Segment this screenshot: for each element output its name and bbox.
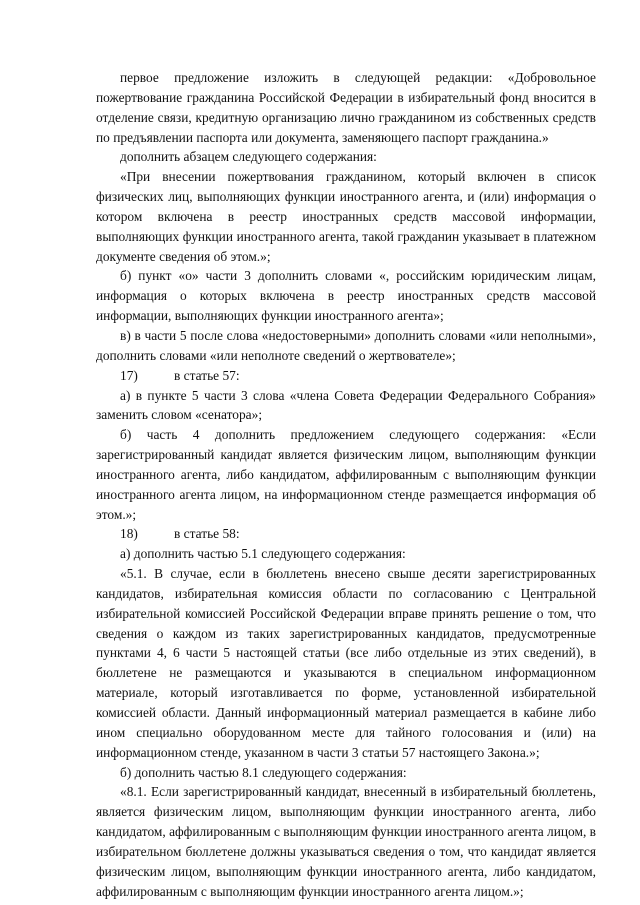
- item-text-article-57: в статье 57:: [174, 367, 240, 383]
- item-number-18: 18): [120, 526, 138, 542]
- paragraph-donation-first-sentence: первое предложение изложить в следующей редакции: «Добровольное пожертвование гражданина Российской Федерации в избирательный фонд вносится в отделение связи, кредитную организацию лично гражданином из собственных средств по предъявлении паспорта или документа, заменяющего паспорт гражданина.»: [96, 70, 596, 145]
- list-item-18: [96, 524, 596, 544]
- paragraph-item-b-part-4: б) часть 4 дополнить предложением следующего содержания: «Если зарегистрированный кандидат является физическим лицом, выполняющим функции иностранного агента, либо кандидатом, аффилированным с выполняющим функции иностранного агента лицом, на информационном стенде размещается информация об этом.»;: [96, 427, 596, 522]
- paragraph-item-v-part-5: в) в части 5 после слова «недостоверными» дополнить словами «или неполными», дополнить словами «или неполноте сведений о жертвователе»;: [96, 327, 596, 363]
- item-text-article-58: в статье 58:: [174, 526, 240, 542]
- paragraph-foreign-agent-donation: «При внесении пожертвования гражданином, который включен в список физических лиц, выполняющих функции иностранного агента, и (или) информация о котором включена в реестр иностранных средств массовой информации, выполняющих функции иностранного агента, такой гражданин указывает в платежном документе сведения об этом.»;: [96, 169, 596, 264]
- paragraph-item-a-part-5-1: а) дополнить частью 5.1 следующего содержания:: [120, 546, 406, 562]
- paragraph-part-8-1-text: «8.1. Если зарегистрированный кандидат, внесенный в избирательный бюллетень, является физическим лицом, выполняющим функции иностранного агента, либо кандидатом, аффилированным с выполняющим функции иностранного агента лицом, в избирательном бюллетене должны указываться сведения о том, что кандидат является физическим лицом, выполняющим функции иностранного агента, либо кандидатом, аффилированным с выполняющим функции иностранного агента лицом.»;: [96, 784, 596, 899]
- item-number-17: 17): [120, 367, 138, 383]
- paragraph-add-subparagraph: дополнить абзацем следующего содержания:: [120, 149, 377, 165]
- list-item-17: [96, 366, 596, 386]
- paragraph-item-b-part-8-1: б) дополнить частью 8.1 следующего содержания:: [120, 764, 407, 780]
- paragraph-part-5-1-text: «5.1. В случае, если в бюллетень внесено свыше десяти зарегистрированных кандидатов, избирательная комиссия области по согласованию с Центральной избирательной комиссией Российской Федерации вправе принять решение о том, что сведения о каждом из таких зарегистрированных кандидатов, предусмотренные пунктами 4, 6 части 5 настоящей статьи (все либо отдельные из этих сведений), в бюллетене не размещаются и указываются в специальном информационном материале, который изготавливается по форме, установленной избирательной комиссией области. Данный информационный материал размещается в кабине либо ином специально оборудованном месте для тайного голосования и (или) на информационном стенде, указанном в части 3 статьи 57 настоящего Закона.»;: [96, 566, 596, 760]
- paragraph-item-a-senator: а) в пункте 5 части 3 слова «члена Совета Федерации Федерального Собрания» заменить словом «сенатора»;: [96, 387, 596, 423]
- paragraph-item-b-point-o: б) пункт «о» части 3 дополнить словами «, российским юридическим лицам, информация о которых включена в реестр иностранных средств массовой информации, выполняющих функции иностранного агента»;: [96, 268, 596, 324]
